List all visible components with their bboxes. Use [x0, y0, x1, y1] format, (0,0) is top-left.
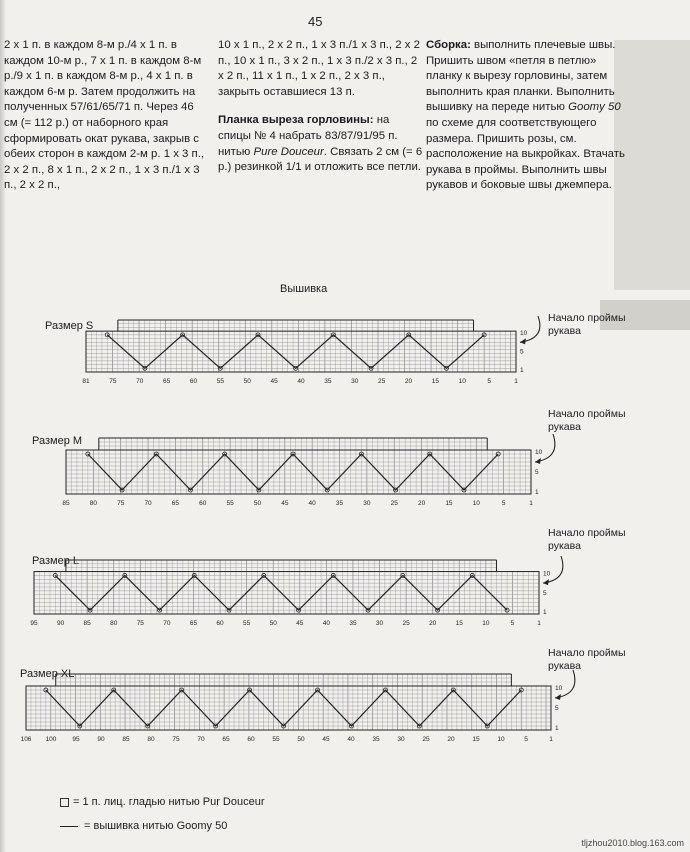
stitch-number-label: 1 [529, 500, 533, 507]
yarn-name: Pure Douceur [253, 145, 324, 158]
row-number-label: 1 [535, 489, 539, 496]
stitch-number-label: 30 [363, 500, 371, 507]
stitch-number-label: 40 [347, 736, 355, 743]
neckline-band-heading: Планка выреза горловины: [218, 114, 374, 127]
legend-stockinette: = 1 п. лиц. гладью нитью Pur Douceur [60, 796, 265, 808]
stitch-number-label: 45 [270, 378, 278, 385]
stitch-number-label: 95 [30, 620, 38, 627]
stitch-number-label: 45 [281, 500, 289, 507]
sleeve-instructions-continued: 10 х 1 п., 2 х 2 п., 1 х 3 п./1 х 3 п., 2 х 2 п., 10 х 1 п., 3 х 2 п., 1 х 3 п./2 х 3 п., 2 х 2 п., 11 х 1 п., 1 х 2 п., 2 х 3 п., закрыть оставшиеся 13 п. [218, 39, 420, 98]
stitch-number-label: 25 [378, 378, 386, 385]
size-label-s: Размер S [45, 320, 94, 332]
embroidery-chart-m [62, 428, 562, 513]
stitch-number-label: 50 [297, 736, 305, 743]
page-number: 45 [308, 14, 323, 29]
stitch-number-label: 15 [445, 500, 453, 507]
stitch-number-label: 65 [222, 736, 230, 743]
embroidery-chart-s [82, 310, 552, 390]
armhole-note-s: Начало проймы рукава [548, 312, 626, 337]
stitch-number-label: 25 [402, 620, 410, 627]
stitch-number-label: 1 [514, 378, 518, 385]
embroidery-line-icon [60, 826, 78, 827]
instructions-column-1 [4, 38, 210, 194]
stitch-number-label: 80 [110, 620, 118, 627]
instructions-column-3 [426, 38, 625, 194]
stitch-number-label: 30 [351, 378, 359, 385]
stitch-number-label: 20 [447, 736, 455, 743]
stitch-number-label: 90 [97, 736, 105, 743]
stitch-number-label: 20 [404, 378, 413, 385]
stitch-number-label: 35 [324, 378, 332, 385]
stitch-number-label: 75 [109, 378, 117, 385]
row-number-label: 10 [535, 449, 543, 456]
assembly-paragraph: Сборка: выполнить плечевые швы. Пришить швом «петля в петлю» планку к вырезу горловины, затем выполнить края планки. Выполнить вышивку на переде нитью Goomy 50 по схеме для соответствующего размера. Пришить розы, см. расположение на выкройках. Втачать рукава в проймы. Выполнить швы рукавов и боковые швы джемпера. [426, 39, 625, 192]
stitch-number-label: 80 [147, 736, 155, 743]
yarn-name: Goomy 50 [568, 101, 621, 114]
stitch-number-label: 10 [497, 736, 505, 743]
assembly-heading: Сборка: [426, 39, 471, 51]
stitch-number-label: 65 [163, 378, 171, 385]
stitch-number-label: 15 [431, 378, 439, 385]
stitch-number-label: 55 [243, 620, 251, 627]
stitch-number-label: 70 [163, 620, 171, 627]
size-label-xl: Размер XL [20, 668, 75, 680]
legend-embroidery: = вышивка нитью Goomy 50 [60, 820, 227, 832]
armhole-note-xl: Начало проймы рукава [548, 647, 626, 672]
row-number-label: 5 [543, 589, 547, 597]
stitch-number-label: 95 [72, 736, 80, 743]
size-label-m: Размер M [32, 435, 83, 447]
stitch-number-label: 45 [296, 620, 304, 627]
bleed-through-photo [614, 40, 690, 290]
stitch-number-label: 1 [537, 620, 541, 627]
stitch-number-label: 90 [56, 620, 65, 627]
stitch-number-label: 25 [390, 500, 398, 507]
neckline-band-paragraph: Планка выреза горловины: на спицы № 4 набрать 83/87/91/95 п. нитью Pure Douceur. Связать 2 см (= 6 р.) резинкой 1/1 и отложить все петли. [218, 114, 423, 174]
stitch-number-label: 1 [549, 736, 553, 743]
stitch-number-label: 60 [247, 736, 255, 743]
row-number-label: 5 [520, 348, 524, 356]
stitch-number-label: 50 [269, 620, 277, 627]
embroidery-chart-l [30, 550, 575, 632]
stitch-number-label: 15 [472, 736, 480, 743]
armhole-note-m: Начало проймы рукава [548, 408, 626, 433]
stitch-number-label: 75 [136, 620, 144, 627]
stitch-number-label: 75 [117, 500, 125, 507]
size-label-l: Размер L [32, 555, 79, 567]
stitch-number-label: 5 [487, 378, 491, 385]
row-number-label: 10 [520, 330, 528, 338]
stitch-number-label: 25 [422, 736, 430, 743]
stitch-number-label: 30 [375, 620, 384, 627]
stitch-number-label: 70 [144, 500, 152, 507]
row-number-label: 5 [535, 469, 539, 476]
stitch-number-label: 10 [472, 500, 480, 507]
stitch-number-label: 30 [397, 736, 405, 743]
stitch-number-label: 80 [89, 500, 97, 507]
stitch-number-label: 40 [308, 500, 316, 507]
row-number-label: 1 [543, 609, 547, 616]
stitch-number-label: 65 [189, 620, 198, 627]
stitch-number-label: 20 [429, 620, 437, 627]
stitch-number-label: 65 [171, 500, 180, 507]
sleeve-instructions: 2 х 1 п. в каждом 8-м р./4 х 1 п. в каждом 10-м р., 7 х 1 п. в каждом 8-м р./9 х 1 п. в каждом 8-м р., 4 х 1 п. в каждом 6-м р. Затем продолжить на полученных 57/61/65/71 п. Через 46 см (= 112 р.) от наборного края сформировать окат рукава, закрыв с обеих сторон в каждом 2-м р. 1 х 3 п., 2 х 2 п., 8 х 1 п., 2 х 2 п., 1 х 3 п./1 х 3 п., 2 х 2 п., [4, 39, 205, 192]
stitch-number-label: 60 [189, 378, 198, 385]
stitch-number-label: 5 [501, 500, 506, 507]
stitch-number-label: 10 [458, 378, 466, 385]
stitch-number-label: 70 [197, 736, 205, 743]
stitch-square-icon [60, 798, 69, 807]
stitch-number-label: 85 [122, 736, 130, 743]
stitch-number-label: 20 [417, 500, 426, 507]
row-number-label: 1 [555, 725, 559, 732]
instructions-column-2 [218, 38, 423, 176]
stitch-number-label: 60 [199, 500, 207, 507]
row-number-label: 10 [543, 570, 551, 578]
stitch-number-label: 50 [253, 500, 262, 507]
chart-grid [66, 438, 531, 494]
embroidery-chart-xl [22, 664, 582, 749]
stitch-number-label: 5 [510, 620, 515, 627]
stitch-number-label: 40 [297, 378, 305, 385]
stitch-number-label: 85 [62, 500, 70, 507]
armhole-note-l: Начало проймы рукава [548, 527, 626, 552]
stitch-number-label: 5 [524, 736, 528, 743]
stitch-number-label: 60 [216, 620, 224, 627]
stitch-number-label: 10 [482, 620, 490, 627]
stitch-number-label: 75 [172, 736, 180, 743]
stitch-number-label: 45 [322, 736, 330, 743]
stitch-number-label: 35 [349, 620, 357, 627]
stitch-number-label: 85 [83, 620, 91, 627]
row-number-label: 10 [555, 685, 563, 692]
chart-grid [34, 560, 539, 614]
stitch-number-label: 35 [335, 500, 344, 507]
row-number-label: 1 [520, 367, 524, 374]
stitch-number-label: 55 [226, 500, 234, 507]
watermark-url: tljzhou2010.blog.163.com [581, 838, 684, 848]
embroidery-title: Вышивка [280, 283, 328, 295]
stitch-number-label: 70 [136, 378, 144, 385]
stitch-number-label: 100 [45, 736, 57, 743]
stitch-number-label: 106 [20, 736, 32, 743]
stitch-number-label: 81 [82, 378, 90, 385]
stitch-number-label: 40 [322, 620, 330, 627]
stitch-number-label: 50 [243, 378, 251, 385]
stitch-number-label: 15 [455, 620, 463, 627]
row-number-label: 5 [555, 705, 559, 712]
stitch-number-label: 55 [216, 378, 224, 385]
stitch-number-label: 35 [372, 736, 380, 743]
stitch-number-label: 55 [272, 736, 280, 743]
